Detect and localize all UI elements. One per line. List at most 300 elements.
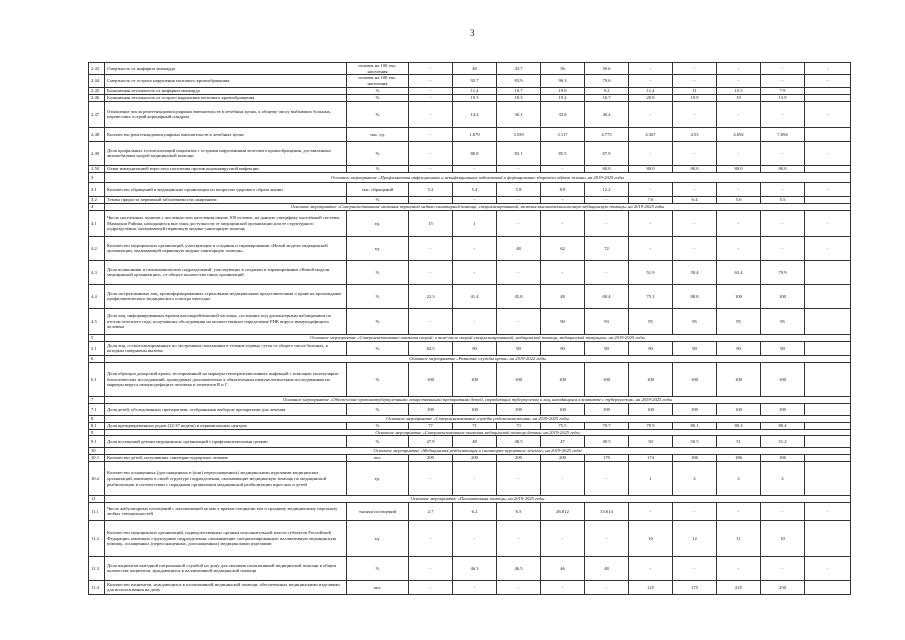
value-cell: - xyxy=(409,127,453,141)
value-cell: 100 xyxy=(761,284,805,308)
row-number: 11.3 xyxy=(89,556,105,580)
value-cell: - xyxy=(497,520,541,556)
value-cell: 80.3 xyxy=(717,422,761,429)
value-cell: 33.614 xyxy=(585,502,629,520)
value-cell: 90 xyxy=(585,341,629,355)
value-cell: 51.2 xyxy=(761,436,805,448)
indicator-name: Больничная летальность от острого нарушения мозгового кровообращения xyxy=(105,94,347,101)
value-cell: - xyxy=(761,63,805,75)
value-cell: 50.5 xyxy=(673,436,717,448)
value-cell: - xyxy=(717,101,761,127)
value-cell: 90 xyxy=(629,341,673,355)
unit-of-measure: % xyxy=(347,308,409,334)
value-cell: 80.8 xyxy=(453,141,497,165)
value-cell: 10.7 xyxy=(497,87,541,94)
row-number: 9.1 xyxy=(89,436,105,448)
value-cell: - xyxy=(409,87,453,94)
value-cell: 50 xyxy=(629,436,673,448)
value-cell: - xyxy=(497,196,541,203)
indicator-name: Доля преждевременных родов (22-37 недель) в перинатальных центрах xyxy=(105,422,347,429)
value-cell: 2 xyxy=(673,462,717,496)
value-cell: 49.5 xyxy=(585,436,629,448)
value-cell: 100 xyxy=(717,284,761,308)
unit-of-measure: % xyxy=(347,436,409,448)
value-cell: 100 xyxy=(541,403,585,415)
value-cell: - xyxy=(409,196,453,203)
value-cell: 1 xyxy=(453,210,497,236)
value-cell: - xyxy=(805,63,851,75)
value-cell: - xyxy=(761,236,805,260)
value-cell: - xyxy=(761,141,805,165)
value-cell: - xyxy=(717,210,761,236)
value-cell: 4.692 xyxy=(717,127,761,141)
value-cell: - xyxy=(761,182,805,196)
value-cell xyxy=(805,422,851,429)
value-cell: 46.3 xyxy=(453,556,497,580)
value-cell: 2.7 xyxy=(409,502,453,520)
value-cell: 11.4 xyxy=(453,87,497,94)
value-cell: - xyxy=(717,141,761,165)
unit-of-measure: % xyxy=(347,141,409,165)
value-cell: - xyxy=(409,75,453,87)
value-cell: 95 xyxy=(629,308,673,334)
row-number: 10.2 xyxy=(89,462,105,496)
value-cell: - xyxy=(673,63,717,75)
unit-of-measure: % xyxy=(347,101,409,127)
value-cell: 79.9 xyxy=(761,260,805,284)
value-cell: 100 xyxy=(497,403,541,415)
indicator-name: Темпы прироста первичной заболеваемости ожирением xyxy=(105,196,347,203)
row-number: 4.4 xyxy=(89,284,105,308)
value-cell: 95 xyxy=(717,308,761,334)
value-cell: 10 xyxy=(761,520,805,556)
unit-of-measure: ед. xyxy=(347,210,409,236)
value-cell: - xyxy=(629,236,673,260)
row-number: 3.2 xyxy=(89,196,105,203)
value-cell: 19.6 xyxy=(541,87,585,94)
row-number: 11 xyxy=(89,496,105,503)
value-cell: 10.5 xyxy=(717,87,761,94)
value-cell: 79.6 xyxy=(585,75,629,87)
value-cell: 75.5 xyxy=(541,422,585,429)
row-number: 10 xyxy=(89,448,105,455)
unit-of-measure: чел. xyxy=(347,455,409,462)
indicator-name: Количество медицинских организаций, участвующих в создании и тиражировании «Новой модели медицинской организации, оказывающей первичную медико-санитарную помощь» xyxy=(105,236,347,260)
value-cell: 43.7 xyxy=(497,63,541,75)
value-cell xyxy=(805,165,851,172)
unit-of-measure: % xyxy=(347,403,409,415)
section-row xyxy=(89,172,851,182)
row-number: 5.1 xyxy=(89,341,105,355)
value-cell: 90 xyxy=(673,341,717,355)
value-cell: 90 xyxy=(541,308,585,334)
value-cell: 71 xyxy=(453,422,497,429)
value-cell: - xyxy=(717,502,761,520)
value-cell: 46 xyxy=(541,556,585,580)
value-cell: 6.5 xyxy=(497,502,541,520)
table-row xyxy=(89,236,851,260)
indicator-name: Доля образцов донорской крови, тестированной на маркеры гемотрансмиссивных инфекций с помощью молекулярно-биологических исследований, проводимых дополнительно к обязательным иммунологическим исследованиям на маркеры вируса иммунодефицита человека и гепатитов В и С xyxy=(105,362,347,396)
value-cell: - xyxy=(409,141,453,165)
indicator-name: Смертность от острого нарушения мозгового кровообращения xyxy=(105,75,347,87)
indicator-name: Доля застрахованных лиц, проинформированных страховыми медицинскими представителями о праве на прохождение профилактического медицинского осмотра ежегодно xyxy=(105,284,347,308)
value-cell: - xyxy=(717,236,761,260)
value-cell: - xyxy=(409,94,453,101)
indicator-name: Количество пациентов, нуждающихся в паллиативной медицинской помощи, обеспеченных медицинскими изделиями для использования на дому xyxy=(105,580,347,594)
value-cell xyxy=(805,462,851,496)
value-cell: 3.559 xyxy=(497,127,541,141)
unit-of-measure: человек на 100 тыс. населения xyxy=(347,63,409,75)
indicator-name: Охват иммунизацией взрослого населения против коронавирусной инфекции xyxy=(105,165,347,172)
value-cell: 90 xyxy=(541,341,585,355)
row-number: 2.43 xyxy=(89,63,105,75)
value-cell: - xyxy=(409,520,453,556)
value-cell: - xyxy=(541,165,585,172)
value-cell: 100 xyxy=(673,362,717,396)
value-cell: 5.2 xyxy=(409,182,453,196)
table-row xyxy=(89,101,851,127)
table-row xyxy=(89,141,851,165)
section-row xyxy=(89,448,851,455)
value-cell: - xyxy=(805,101,851,127)
row-number: 11.1 xyxy=(89,502,105,520)
value-cell: 80.1 xyxy=(673,422,717,429)
value-cell: 33.8 xyxy=(541,101,585,127)
value-cell: 56 xyxy=(541,63,585,75)
value-cell: 82.5 xyxy=(409,341,453,355)
value-cell: - xyxy=(453,580,497,594)
row-number: 2.49 xyxy=(89,141,105,165)
value-cell: - xyxy=(805,236,851,260)
value-cell: - xyxy=(453,260,497,284)
table-row xyxy=(89,455,851,462)
value-cell: 100 xyxy=(541,362,585,396)
value-cell: - xyxy=(497,462,541,496)
value-cell: 79.9 xyxy=(629,422,673,429)
value-cell xyxy=(805,520,851,556)
table-row xyxy=(89,284,851,308)
value-cell: 30.1 xyxy=(497,101,541,127)
row-number: 4.5 xyxy=(89,308,105,334)
unit-of-measure: % xyxy=(347,362,409,396)
value-cell: 174 xyxy=(629,455,673,462)
row-number: 3.1 xyxy=(89,182,105,196)
row-number: 7.1 xyxy=(89,403,105,415)
value-cell: 79.7 xyxy=(585,422,629,429)
value-cell: - xyxy=(453,520,497,556)
table-row xyxy=(89,308,851,334)
value-cell: 200 xyxy=(541,455,585,462)
value-cell xyxy=(805,196,851,203)
value-cell: 77 xyxy=(409,422,453,429)
value-cell: - xyxy=(629,141,673,165)
value-cell: 22.3 xyxy=(409,284,453,308)
value-cell: 51.9 xyxy=(629,260,673,284)
value-cell: 46 xyxy=(453,63,497,75)
value-cell: 80.0 xyxy=(761,165,805,172)
table-row xyxy=(89,94,851,101)
value-cell: - xyxy=(585,580,629,594)
value-cell: 125 xyxy=(629,580,673,594)
value-cell xyxy=(805,284,851,308)
table-row xyxy=(89,556,851,580)
indicator-name: Количество детей, получивших санаторно-курортное лечение xyxy=(105,455,347,462)
value-cell: 95 xyxy=(673,308,717,334)
value-cell: 100 xyxy=(673,403,717,415)
value-cell: 12.2 xyxy=(585,182,629,196)
value-cell: 19.9 xyxy=(673,94,717,101)
value-cell: 5.4 xyxy=(453,182,497,196)
value-cell: 18.3 xyxy=(497,94,541,101)
value-cell: 5.5 xyxy=(761,196,805,203)
section-title: Основное мероприятие «Совершенствование оказания первичной медико-санитарной помощи, специализированной, включая высокотехнологичную медицинскую помощь» на 2019-2025 годы xyxy=(105,203,851,210)
value-cell: 225 xyxy=(717,580,761,594)
value-cell: 69.4 xyxy=(585,284,629,308)
value-cell: - xyxy=(673,502,717,520)
indicator-name: Число амбулаторных посещений с паллиативной целью к врачам-специалистам и среднему медицинскому персоналу любых специальностей xyxy=(105,502,347,520)
value-cell: 80.0 xyxy=(673,165,717,172)
row-number: 8 xyxy=(89,415,105,422)
value-cell: - xyxy=(629,75,673,87)
value-cell: 90 xyxy=(717,341,761,355)
value-cell: 62 xyxy=(541,236,585,260)
value-cell: - xyxy=(497,210,541,236)
value-cell: 60.0 xyxy=(585,165,629,172)
value-cell: 9.2 xyxy=(585,87,629,94)
unit-of-measure: % xyxy=(347,165,409,172)
indicator-name: Смертность от инфаркта миокарда xyxy=(105,63,347,75)
table-row xyxy=(89,362,851,396)
value-cell: - xyxy=(673,236,717,260)
value-cell: 2 xyxy=(717,462,761,496)
row-number: 7 xyxy=(89,396,105,403)
value-cell: 5.6 xyxy=(717,196,761,203)
value-cell xyxy=(805,260,851,284)
row-number: 2.50 xyxy=(89,165,105,172)
value-cell: 10 xyxy=(629,520,673,556)
value-cell: 95 xyxy=(761,308,805,334)
value-cell: 96.3 xyxy=(541,75,585,87)
value-cell: 100 xyxy=(453,362,497,396)
value-cell: 200 xyxy=(409,455,453,462)
table-row xyxy=(89,436,851,448)
value-cell: 46.5 xyxy=(497,556,541,580)
value-cell: 19.2 xyxy=(541,94,585,101)
value-cell: - xyxy=(805,556,851,580)
row-number: 4.1 xyxy=(89,210,105,236)
value-cell: 45.8 xyxy=(497,284,541,308)
value-cell: 4.775 xyxy=(585,127,629,141)
row-number: 2.45 xyxy=(89,87,105,94)
section-title: Основное мероприятие «Развитие службы крови» на 2019-2022 годы xyxy=(105,355,851,362)
row-number: 2.47 xyxy=(89,101,105,127)
indicator-name: Доля профильных госпитализаций пациентов с острыми нарушениями мозгового кровообращения, доставленных автомобилями скорой медицинской помощи xyxy=(105,141,347,165)
indicator-name: Доля поликлиник и поликлинических подразделений, участвующих в создании и тиражировании «Новой модели медицинской организации», от общего количества таких организаций xyxy=(105,260,347,284)
value-cell: 41.4 xyxy=(453,284,497,308)
value-cell: - xyxy=(629,101,673,127)
value-cell: 48 xyxy=(541,284,585,308)
value-cell: 47.9 xyxy=(409,436,453,448)
value-cell: 100 xyxy=(717,403,761,415)
table-row xyxy=(89,210,851,236)
value-cell: - xyxy=(453,196,497,203)
value-cell: - xyxy=(629,502,673,520)
value-cell: 186 xyxy=(717,455,761,462)
value-cell: 90 xyxy=(761,341,805,355)
page-number: 3 xyxy=(470,28,475,38)
value-cell: - xyxy=(497,260,541,284)
section-title: Основное мероприятие «Профилактика инфекционных и неинфекционных заболеваний и формирование здорового образа жизни» на 2019-2025 годы xyxy=(105,172,851,182)
value-cell: - xyxy=(805,502,851,520)
row-number: 10.1 xyxy=(89,455,105,462)
value-cell: 186 xyxy=(673,455,717,462)
indicator-name: Количество медицинских организаций, подведомственных органам исполнительной власти субъектов Российской Федерации, имеющих структурные подразделения, оказывающие специализированную паллиативную медицинскую помощь, оснащенных (переоснащенных, дооснащенных) медицинскими изделиями xyxy=(105,520,347,556)
unit-of-measure: % xyxy=(347,260,409,284)
value-cell: - xyxy=(409,165,453,172)
value-cell: 19.5 xyxy=(453,94,497,101)
value-cell: 63.4 xyxy=(717,260,761,284)
unit-of-measure: тыс. обращений xyxy=(347,182,409,196)
value-cell: - xyxy=(717,556,761,580)
indicator-name: Отношение числа рентгенэндоваскулярных вмешательств в лечебных целях, к общему числу выбывших больных, перенесших острый коронарный синдром xyxy=(105,101,347,127)
section-title: Основное мероприятие «Медицинская реабилитация и санаторно-курортное лечение» на 2019-2025 годы xyxy=(105,448,851,455)
unit-of-measure: % xyxy=(347,556,409,580)
value-cell xyxy=(805,341,851,355)
value-cell: 93 xyxy=(585,308,629,334)
value-cell: 15 xyxy=(409,210,453,236)
indicators-table xyxy=(88,62,851,595)
value-cell: - xyxy=(673,210,717,236)
indicator-name: Доля детей, обследованных препаратами, отобранными выбором препаратами для лечения xyxy=(105,403,347,415)
section-row xyxy=(89,396,851,403)
value-cell xyxy=(805,436,851,448)
value-cell: - xyxy=(585,260,629,284)
value-cell: 59.4 xyxy=(673,260,717,284)
value-cell: 48 xyxy=(497,236,541,260)
value-cell: - xyxy=(673,182,717,196)
value-cell: 170 xyxy=(585,455,629,462)
section-title: Основное мероприятие «Совершенствование службы родовспоможения» на 2019-2025 годы xyxy=(105,415,851,422)
value-cell: 100 xyxy=(717,362,761,396)
value-cell: - xyxy=(805,182,851,196)
value-cell: 7.6 xyxy=(629,196,673,203)
value-cell: - xyxy=(453,308,497,334)
indicator-name: Доля посещений детьми медицинских организаций с профилактическими целями xyxy=(105,436,347,448)
value-cell: 100 xyxy=(453,403,497,415)
value-cell: - xyxy=(541,520,585,556)
unit-of-measure: ед. xyxy=(347,462,409,496)
value-cell: - xyxy=(805,141,851,165)
value-cell: - xyxy=(673,141,717,165)
indicator-name: Доля пациентов выездной патронажной службой на дому для оказания паллиативной медицинской помощи в общем количестве пациентов, нуждающихся в паллиативной медицинской помощи xyxy=(105,556,347,580)
unit-of-measure: тыс. ед. xyxy=(347,127,409,141)
value-cell: - xyxy=(409,63,453,75)
value-cell: - xyxy=(585,196,629,203)
row-number: 9 xyxy=(89,429,105,436)
table-row xyxy=(89,182,851,196)
value-cell: - xyxy=(409,260,453,284)
row-number: 11.2 xyxy=(89,520,105,556)
unit-of-measure: % xyxy=(347,422,409,429)
value-cell: 100 xyxy=(409,362,453,396)
value-cell: 20.8 xyxy=(629,94,673,101)
section-title: Основное мероприятие «Обеспечение противотуберкулезными лекарственными препаратами детей, страдающих туберкулезом и лиц, находящихся в контакте с туберкулезом» на 2019-2025 годы xyxy=(105,396,851,403)
value-cell: 11 xyxy=(717,520,761,556)
section-title: Основное мероприятие «Совершенствование оказания медицинской помощи детям» на 2019-2025 годы xyxy=(105,429,851,436)
value-cell: - xyxy=(585,210,629,236)
unit-of-measure: чел. xyxy=(347,580,409,594)
value-cell: 80.4 xyxy=(761,422,805,429)
value-cell: 100 xyxy=(629,403,673,415)
unit-of-measure: человек на 100 тыс. населения xyxy=(347,75,409,87)
value-cell: 87.9 xyxy=(585,141,629,165)
value-cell: 200 xyxy=(497,455,541,462)
value-cell: - xyxy=(761,210,805,236)
value-cell: 92.7 xyxy=(453,75,497,87)
row-number: 8.1 xyxy=(89,422,105,429)
value-cell: 100 xyxy=(761,362,805,396)
table-row xyxy=(89,580,851,594)
value-cell: - xyxy=(629,556,673,580)
section-title: Основное мероприятие «Совершенствование оказания скорой, в том числе скорой специализированной, медицинской помощи, медицинской эвакуации» на 2019-2025 годы xyxy=(105,334,851,341)
value-cell: 100 xyxy=(585,403,629,415)
value-cell: - xyxy=(541,196,585,203)
value-cell: - xyxy=(409,236,453,260)
value-cell: - xyxy=(453,165,497,172)
value-cell: - xyxy=(673,556,717,580)
value-cell: 7.9 xyxy=(761,87,805,94)
value-cell: 12 xyxy=(673,520,717,556)
value-cell: - xyxy=(409,462,453,496)
row-number: 11.4 xyxy=(89,580,105,594)
value-cell: 90 xyxy=(453,341,497,355)
section-title: Основное мероприятие «Паллиативная помощь» на 2019-2025 годы xyxy=(105,496,851,503)
value-cell: 88.8 xyxy=(673,284,717,308)
value-cell: 100 xyxy=(409,403,453,415)
section-row xyxy=(89,355,851,362)
value-cell: 11 xyxy=(673,87,717,94)
value-cell: 13.9 xyxy=(761,94,805,101)
row-number: 4.3 xyxy=(89,260,105,284)
unit-of-measure: ед. xyxy=(347,520,409,556)
value-cell: 72 xyxy=(585,236,629,260)
value-cell: - xyxy=(717,63,761,75)
value-cell: 14.2 xyxy=(453,101,497,127)
value-cell: - xyxy=(673,75,717,87)
value-cell xyxy=(805,362,851,396)
value-cell: 85.5 xyxy=(541,141,585,165)
table-row xyxy=(89,196,851,203)
table-row xyxy=(89,502,851,520)
value-cell: 3.117 xyxy=(541,127,585,141)
value-cell: 48 xyxy=(585,556,629,580)
row-number: 4.2 xyxy=(89,236,105,260)
value-cell: - xyxy=(409,580,453,594)
section-row xyxy=(89,429,851,436)
value-cell: - xyxy=(497,308,541,334)
value-cell: - xyxy=(629,182,673,196)
row-number: 2.48 xyxy=(89,127,105,141)
indicator-name: Количество оснащенных (дооснащенных и (или) переоснащенных) медицинскими изделиями медицинских организаций, имеющих в своей структуре подразделения, оказывающие медицинскую помощь по медицинской реабилитации в соответствии с порядками организации медицинской реабилитации взрослых и детей xyxy=(105,462,347,496)
unit-of-measure: % xyxy=(347,87,409,94)
table-row xyxy=(89,165,851,172)
value-cell xyxy=(805,403,851,415)
value-cell: 6.4 xyxy=(673,196,717,203)
value-cell: - xyxy=(453,236,497,260)
section-row xyxy=(89,496,851,503)
value-cell: 48.5 xyxy=(497,436,541,448)
value-cell xyxy=(805,87,851,94)
